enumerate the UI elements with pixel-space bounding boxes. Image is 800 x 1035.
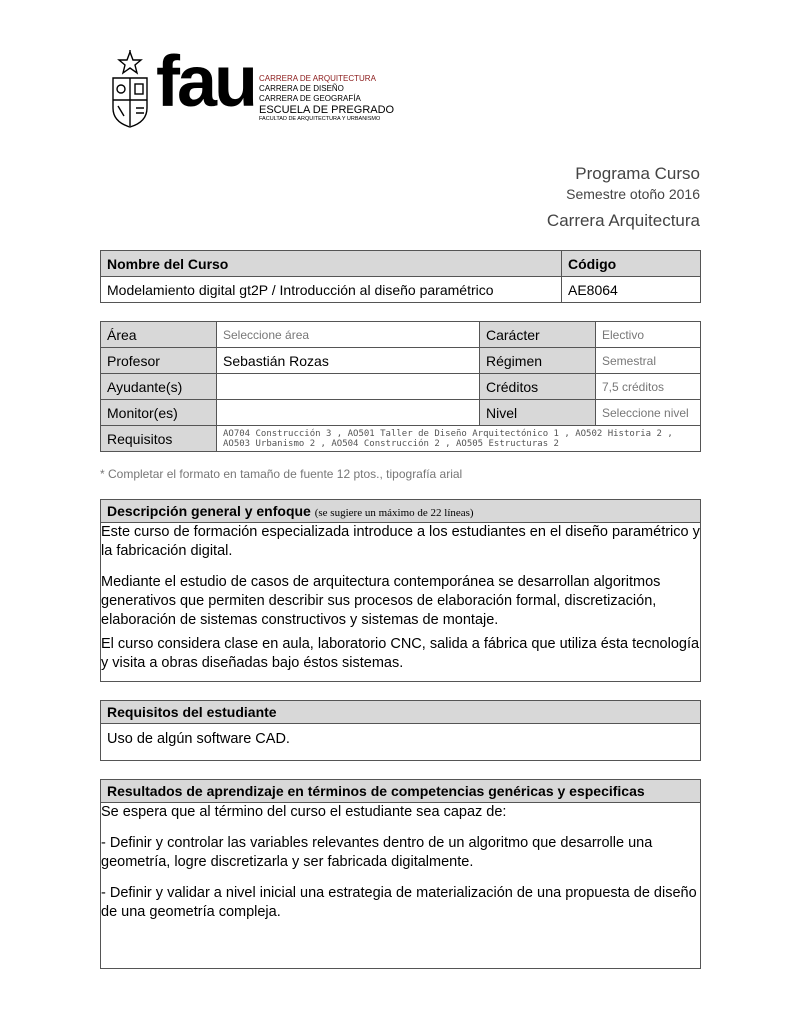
- descripcion-body: [101, 523, 700, 673]
- profesor-label: Profesor: [101, 348, 217, 374]
- course-info-table: [100, 321, 701, 452]
- career-label: Carrera Arquitectura: [546, 211, 700, 230]
- area-value: Seleccione área: [217, 322, 480, 348]
- monitor-value: [217, 400, 480, 426]
- logo-line: CARRERA DE DISEÑO: [259, 84, 344, 93]
- descripcion-subtitle: (se sugiere un máximo de 22 líneas): [314, 507, 474, 519]
- creditos-label: Créditos: [480, 374, 596, 400]
- logo-line: ESCUELA DE PREGRADO: [259, 104, 395, 116]
- logo-line: FACULTAD DE ARQUITECTURA Y URBANISMO: [259, 116, 381, 122]
- profesor-value: Sebastián Rozas: [217, 348, 480, 374]
- ayudante-value: [217, 374, 480, 400]
- descripcion-section: [100, 499, 701, 682]
- descripcion-header: [101, 500, 700, 523]
- nivel-label: Nivel: [480, 400, 596, 426]
- requisitos-estudiante-title: Requisitos del estudiante: [101, 701, 700, 724]
- resultados-section: [100, 779, 701, 969]
- university-seal-icon: [110, 50, 150, 128]
- logo-text-lines: [259, 74, 394, 123]
- logo-line: CARRERA DE ARQUITECTURA: [259, 74, 376, 83]
- course-code-header: Código: [562, 251, 701, 277]
- fau-logo: [110, 42, 410, 130]
- paragraph: Se espera que al término del curso el estudiante sea capaz de:: [101, 804, 507, 820]
- creditos-value: 7,5 créditos: [596, 374, 701, 400]
- fau-wordmark: fau: [156, 42, 255, 122]
- nivel-value: Seleccione nivel: [596, 400, 701, 426]
- descripcion-title: Descripción general y enfoque: [107, 503, 311, 519]
- requisitos-estudiante-section: [100, 700, 701, 761]
- paragraph: Mediante el estudio de casos de arquitectura contemporánea se desarrollan algoritmos generativos que permiten describir sus procesos de elaboración formal, discretización, elaboración de sistemas constructivos y sistemas de montaje.: [101, 574, 661, 628]
- page-title: Programa Curso: [575, 164, 700, 183]
- format-note: * Completar el formato en tamaño de fuente 12 ptos., tipografía arial: [100, 467, 463, 481]
- course-name-header: Nombre del Curso: [101, 251, 562, 277]
- semester-label: Semestre otoño 2016: [566, 186, 700, 202]
- caracter-label: Carácter: [480, 322, 596, 348]
- paragraph: - Definir y controlar las variables relevantes dentro de un algoritmo que desarrolle una geometría, logre discretizarla y ser fabricada digitalmente.: [101, 835, 653, 870]
- resultados-body: [101, 803, 700, 922]
- ayudante-label: Ayudante(s): [101, 374, 217, 400]
- course-name-value: Modelamiento digital gt2P / Introducción al diseño paramétrico: [101, 277, 562, 303]
- requisitos-value: AO704 Construcción 3 , AO501 Taller de Diseño Arquitectónico 1 , AO502 Historia 2 , AO503 Urbanismo 2 , AO504 Construcción 2 , AO505 Estructuras 2: [217, 426, 701, 452]
- regimen-value: Semestral: [596, 348, 701, 374]
- paragraph: El curso considera clase en aula, laboratorio CNC, salida a fábrica que utiliza ésta tecnología y visita a obras diseñadas bajo éstos sistemas.: [101, 636, 700, 671]
- requisitos-label: Requisitos: [101, 426, 217, 452]
- requisitos-estudiante-body: Uso de algún software CAD.: [107, 731, 290, 747]
- course-code-value: AE8064: [562, 277, 701, 303]
- logo-line: CARRERA DE GEOGRAFÍA: [259, 94, 361, 103]
- course-table: [100, 250, 701, 303]
- area-label: Área: [101, 322, 217, 348]
- paragraph: - Definir y validar a nivel inicial una estrategia de materialización de una propuesta de diseño de una geometría compleja.: [101, 885, 697, 920]
- paragraph: Este curso de formación especializada introduce a los estudiantes en el diseño paramétrico y la fabricación digital.: [101, 524, 700, 559]
- caracter-value: Electivo: [596, 322, 701, 348]
- resultados-title: Resultados de aprendizaje en términos de competencias genéricas y especificas: [101, 780, 700, 803]
- regimen-label: Régimen: [480, 348, 596, 374]
- monitor-label: Monitor(es): [101, 400, 217, 426]
